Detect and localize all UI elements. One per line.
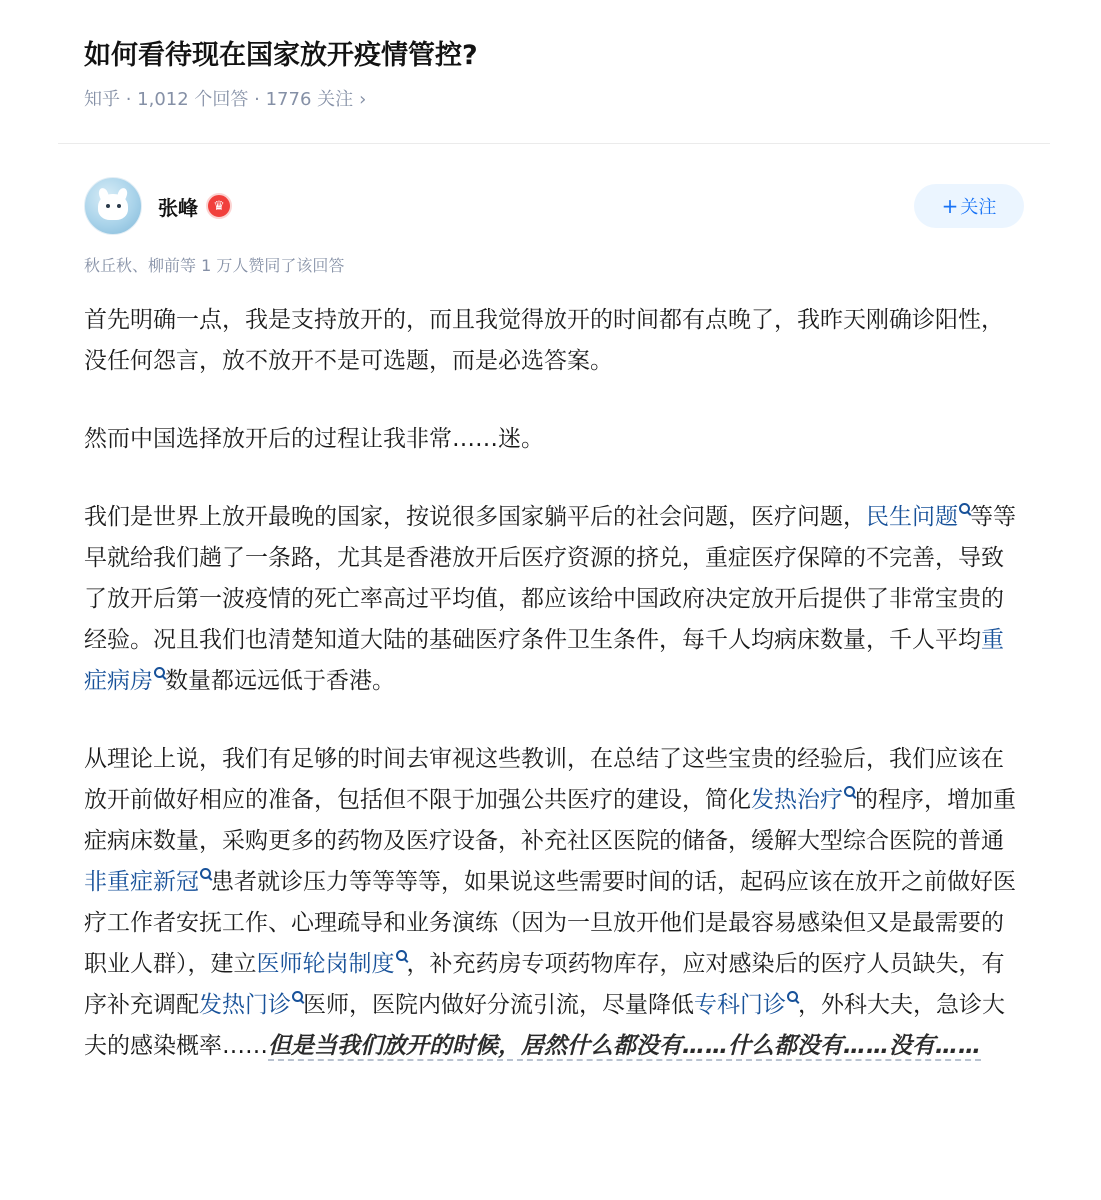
author-name[interactable]: 张峰 <box>158 195 198 220</box>
answer-text: 的程序，增加重症病床数量，采购更多的药物及医疗设备，补充社区医院的储备，缓解大型综合医院的普通 <box>84 787 1016 854</box>
keyword-link-text: 专科门诊 <box>694 992 786 1018</box>
answer-content <box>84 300 1024 1067</box>
answer-paragraph: 首先明确一点，我是支持放开的，而且我觉得放开的时间都有点晚了，我昨天刚确诊阳性，没任何怨言，放不放开不是可选题，而是必选答案。 <box>84 307 1004 374</box>
answer-paragraph <box>84 497 1024 702</box>
magnifier-icon <box>787 991 798 1002</box>
answer-text: 医师，医院内做好分流引流，尽量降低 <box>303 992 694 1018</box>
excellent-answerer-badge-icon[interactable]: ♛ <box>206 193 232 219</box>
keyword-link-text: 非重症新冠 <box>84 869 199 895</box>
question-header <box>84 36 1044 112</box>
avatar-eye <box>106 204 110 208</box>
keyword-link[interactable] <box>199 992 303 1018</box>
keyword-link-text: 发热门诊 <box>199 992 291 1018</box>
header-divider <box>58 143 1050 144</box>
answer-text: 数量都远远低于香港。 <box>165 668 395 694</box>
answer-paragraph <box>84 739 1024 1067</box>
answer-text: ，外科大夫，急诊大夫的感染概率…… <box>84 992 1005 1059</box>
question-meta[interactable] <box>84 88 1044 112</box>
answer-text: 等等早就给我们趟了一条路，尤其是香港放开后医疗资源的挤兑，重症医疗保障的不完善，导致了放开后第一波疫情的死亡率高过平均值，都应该给中国政府决定放开后提供了非常宝贵的经验。况且我们也清楚知道大陆的基础医疗条件卫生条件，每千人均病床数量，千人平均 <box>84 504 1016 653</box>
keyword-link-text: 民生问题 <box>866 504 958 530</box>
magnifier-icon <box>844 786 855 797</box>
answer-text: 患者就诊压力等等等等，如果说这些需要时间的话，起码应该在放开之前做好医疗工作者安抚工作、心理疏导和业务演练（因为一旦放开他们是最容易感染但又是最需要的职业人群），建立 <box>84 869 1016 977</box>
magnifier-icon <box>959 503 970 514</box>
chevron-right-icon: › <box>359 89 367 110</box>
avatar-face <box>98 194 128 220</box>
keyword-link-text: 重症病房 <box>84 627 1004 694</box>
answer-text: 我们是世界上放开最晚的国家，按说很多国家躺平后的社会问题，医疗问题， <box>84 504 866 530</box>
follow-button[interactable] <box>914 184 1024 228</box>
magnifier-icon <box>200 868 211 879</box>
magnifier-icon <box>292 991 303 1002</box>
keyword-link[interactable] <box>866 504 970 530</box>
keyword-link[interactable] <box>84 869 211 895</box>
avatar[interactable] <box>84 177 142 235</box>
keyword-link-text: 医师轮岗制度 <box>256 951 395 977</box>
question-title[interactable]: 如何看待现在国家放开疫情管控? <box>84 40 478 71</box>
voters-summary[interactable]: 秋丘秋、柳前等 1 万人赞同了该回答 <box>84 256 345 275</box>
answer-text: 从理论上说，我们有足够的时间去审视这些教训，在总结了这些宝贵的经验后，我们应该在放开前做好相应的准备，包括但不限于加强公共医疗的建设，简化 <box>84 746 1004 813</box>
avatar-eye <box>117 204 121 208</box>
question-meta-text: 知乎 · 1,012 个回答 · 1776 关注 <box>84 89 354 110</box>
keyword-link-text: 发热治疗 <box>751 787 843 813</box>
emphasized-text: 但是当我们放开的时候，居然什么都没有……什么都没有……没有…… <box>268 1033 981 1059</box>
keyword-link[interactable] <box>694 992 798 1018</box>
magnifier-icon <box>154 667 165 678</box>
magnifier-icon <box>396 950 407 961</box>
keyword-link[interactable] <box>751 787 855 813</box>
keyword-link[interactable] <box>257 951 407 977</box>
follow-button-label: 关注 <box>960 197 997 218</box>
answer-text: ，补充药房专项药物库存，应对感染后的医疗人员缺失，有序补充调配 <box>84 951 1005 1018</box>
answer-paragraph: 然而中国选择放开后的过程让我非常……迷。 <box>84 426 544 452</box>
author-info <box>84 176 1024 236</box>
plus-icon: + <box>941 194 959 218</box>
